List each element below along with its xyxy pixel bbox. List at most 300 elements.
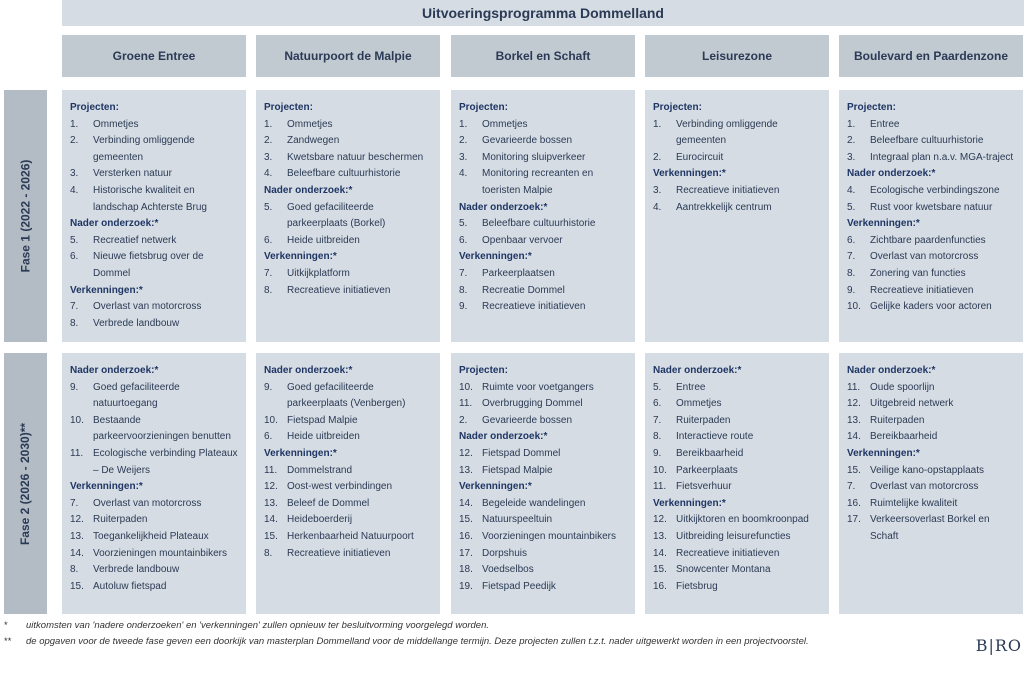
item-text: Ruiterpaden — [676, 414, 731, 426]
item-number: 12. — [653, 514, 667, 526]
item-number: 3. — [653, 184, 662, 196]
item-number: 9. — [847, 284, 856, 296]
item-number: 6. — [847, 234, 856, 246]
list-item — [847, 299, 1015, 316]
list-item — [459, 166, 627, 199]
list-item — [653, 546, 821, 563]
item-number: 13. — [653, 530, 667, 542]
item-text: Ecologische verbinding Plateaux – De Weijers — [93, 447, 238, 476]
item-number: 5. — [70, 234, 79, 246]
item-number: 7. — [653, 414, 662, 426]
list-item — [847, 117, 1015, 134]
list-item — [70, 579, 238, 596]
list-item — [459, 562, 627, 579]
column-header-borkel-en-schaft: Borkel en Schaft — [451, 35, 635, 77]
cell-phase1-natuurpoort-de-malpie — [256, 90, 440, 342]
list-item — [264, 546, 432, 563]
bro-logo: B|RO — [975, 636, 1022, 655]
list-item — [847, 380, 1015, 397]
list-item — [459, 233, 627, 250]
list-item — [653, 446, 821, 463]
item-number: 4. — [653, 201, 662, 213]
section-heading: Nader onderzoek:* — [70, 365, 159, 376]
list-item — [653, 529, 821, 546]
item-number: 9. — [459, 301, 468, 313]
section-heading: Projecten: — [70, 102, 119, 113]
phase-label-2 — [4, 353, 47, 614]
item-number: 1. — [264, 118, 273, 130]
item-text: Veilige kano-opstapplaats — [870, 464, 984, 476]
item-number: 18. — [459, 564, 473, 576]
item-text: Recreatieve initiatieven — [676, 184, 780, 196]
column-header-natuurpoort-de-malpie: Natuurpoort de Malpie — [256, 35, 440, 77]
list-item — [264, 166, 432, 183]
item-number: 9. — [653, 447, 662, 459]
list-item — [847, 463, 1015, 480]
list-item — [459, 546, 627, 563]
list-item — [847, 200, 1015, 217]
item-number: 2. — [459, 414, 468, 426]
item-text: Overbrugging Dommel — [482, 398, 583, 410]
section-heading: Verkenningen:* — [70, 481, 143, 493]
list-item — [70, 183, 238, 216]
list-item — [264, 150, 432, 167]
item-number: 6. — [459, 234, 468, 246]
item-text: Integraal plan n.a.v. MGA-traject — [870, 151, 1014, 163]
item-text: Ommetjes — [287, 118, 333, 130]
list-item — [847, 150, 1015, 167]
item-text: Dorpshuis — [482, 547, 528, 559]
item-text: Gevarieerde bossen — [482, 135, 573, 147]
phase-label-text: Fase 2 (2026 - 2030)** — [18, 422, 33, 545]
section-heading: Nader onderzoek:* — [264, 184, 353, 196]
list-item — [653, 479, 821, 496]
list-item — [459, 133, 627, 150]
item-text: Fietspad Dommel — [482, 447, 561, 459]
item-text: Begeleide wandelingen — [482, 497, 586, 509]
item-text: Fietspad Peedijk — [482, 580, 556, 592]
list-item — [264, 479, 432, 496]
item-number: 14. — [264, 514, 278, 526]
item-number: 13. — [70, 530, 84, 542]
item-number: 11. — [70, 447, 84, 459]
item-text: Ecologische verbindingszone — [870, 184, 1000, 196]
list-item — [70, 562, 238, 579]
list-item — [459, 117, 627, 134]
column-header-groene-entree: Groene Entree — [62, 35, 246, 77]
item-text: Openbaar vervoer — [482, 234, 563, 246]
section-heading: Projecten: — [264, 102, 313, 113]
item-number: 7. — [847, 481, 856, 493]
list-item — [70, 496, 238, 513]
list-item — [264, 512, 432, 529]
list-item — [653, 413, 821, 430]
item-number: 15. — [264, 530, 278, 542]
list-item — [264, 133, 432, 150]
item-number: 13. — [264, 497, 278, 509]
list-item — [264, 529, 432, 546]
list-item — [847, 133, 1015, 150]
item-text: Fietsbrug — [676, 580, 718, 592]
item-text: Overlast van motorcross — [93, 301, 202, 313]
list-item — [459, 380, 627, 397]
item-number: 16. — [847, 497, 861, 509]
cell-phase1-boulevard-en-paardenzone — [839, 90, 1023, 342]
item-text: Gelijke kaders voor actoren — [870, 301, 992, 313]
item-text: Zichtbare paardenfuncties — [870, 234, 986, 246]
cell-phase1-borkel-en-schaft — [451, 90, 635, 342]
item-text: Voedselbos — [482, 564, 534, 576]
item-text: Ommetjes — [482, 118, 528, 130]
item-number: 1. — [70, 118, 79, 130]
item-number: 2. — [264, 135, 273, 147]
item-number: 14. — [653, 547, 667, 559]
item-text: Fietspad Malpie — [482, 464, 553, 476]
page-header — [62, 0, 1024, 26]
item-number: 2. — [847, 135, 856, 147]
list-item — [459, 396, 627, 413]
list-item — [653, 117, 821, 150]
list-item — [70, 512, 238, 529]
list-item — [459, 299, 627, 316]
section-heading: Verkenningen:* — [847, 447, 920, 459]
list-item — [653, 512, 821, 529]
item-text: Rust voor kwetsbare natuur — [870, 201, 993, 213]
item-number: 10. — [653, 464, 667, 476]
footnote-text: de opgaven voor de tweede fase geven een doorkijk van masterplan Dommelland voor de middellange termijn. Deze projecten zullen t.z.t. nader uitgewerkt worden in een projectvoorstel. — [26, 636, 809, 647]
item-number: 10. — [264, 414, 278, 426]
item-text: Goed gefaciliteerde natuurtoegang — [93, 381, 180, 410]
footnote-2 — [4, 634, 944, 650]
list-item — [459, 413, 627, 430]
item-number: 3. — [264, 151, 273, 163]
list-item — [459, 150, 627, 167]
item-text: Aantrekkelijk centrum — [676, 201, 772, 213]
list-item — [70, 546, 238, 563]
item-number: 5. — [264, 201, 273, 213]
cell-phase2-borkel-en-schaft — [451, 353, 635, 614]
item-number: 8. — [653, 431, 662, 443]
item-text: Overlast van motorcross — [870, 481, 979, 493]
list-item — [70, 380, 238, 413]
list-item — [264, 463, 432, 480]
phase-label-text: Fase 1 (2022 - 2026) — [18, 159, 33, 273]
list-item — [459, 463, 627, 480]
list-item — [70, 316, 238, 333]
list-item — [459, 529, 627, 546]
item-number: 17. — [459, 547, 473, 559]
footnote-mark: * — [4, 620, 8, 631]
section-heading: Verkenningen:* — [264, 447, 337, 459]
column-header-leisurezone: Leisurezone — [645, 35, 829, 77]
item-text: Ruiterpaden — [93, 514, 148, 526]
list-item — [847, 413, 1015, 430]
item-text: Recreatie Dommel — [482, 284, 565, 296]
item-text: Recreatief netwerk — [93, 234, 177, 246]
list-item — [264, 200, 432, 233]
item-number: 5. — [459, 218, 468, 230]
item-number: 8. — [70, 564, 79, 576]
section-heading: Nader onderzoek:* — [70, 218, 159, 230]
item-text: Gevarieerde bossen — [482, 414, 573, 426]
item-text: Verbrede landbouw — [93, 564, 180, 576]
item-number: 2. — [459, 135, 468, 147]
item-number: 10. — [847, 301, 861, 313]
item-number: 4. — [847, 184, 856, 196]
list-item — [847, 396, 1015, 413]
list-item — [847, 233, 1015, 250]
item-number: 5. — [847, 201, 856, 213]
item-number: 4. — [70, 184, 79, 196]
item-number: 14. — [70, 547, 84, 559]
item-text: Eurocircuit — [676, 151, 724, 163]
item-text: Heide uitbreiden — [287, 431, 360, 443]
item-number: 16. — [653, 580, 667, 592]
column-header-boulevard-en-paardenzone: Boulevard en Paardenzone — [839, 35, 1023, 77]
cell-phase1-groene-entree — [62, 90, 246, 342]
item-number: 15. — [70, 580, 84, 592]
item-number: 12. — [264, 481, 278, 493]
item-text: Zandwegen — [287, 135, 340, 147]
phase-label-1 — [4, 90, 47, 342]
item-text: Beleefbare cultuurhistorie — [287, 168, 401, 180]
cell-phase2-boulevard-en-paardenzone — [839, 353, 1023, 614]
item-number: 6. — [264, 431, 273, 443]
item-number: 8. — [264, 547, 273, 559]
list-item — [459, 283, 627, 300]
item-text: Toegankelijkheid Plateaux — [93, 530, 209, 542]
item-text: Snowcenter Montana — [676, 564, 771, 576]
item-text: Goed gefaciliteerde parkeerplaats (Borkel) — [287, 201, 386, 230]
section-heading: Nader onderzoek:* — [847, 365, 936, 376]
item-number: 4. — [459, 168, 468, 180]
item-text: Recreatieve initiatieven — [870, 284, 974, 296]
list-item — [70, 117, 238, 134]
item-text: Beleef de Dommel — [287, 497, 370, 509]
list-item — [70, 249, 238, 282]
item-number: 8. — [847, 267, 856, 279]
list-item — [70, 233, 238, 250]
list-item — [70, 166, 238, 183]
list-item — [459, 266, 627, 283]
item-number: 9. — [264, 381, 273, 393]
cell-phase2-groene-entree — [62, 353, 246, 614]
section-heading: Verkenningen:* — [847, 218, 920, 230]
list-item — [653, 579, 821, 596]
list-item — [847, 266, 1015, 283]
item-number: 11. — [847, 381, 861, 393]
item-number: 6. — [70, 251, 79, 263]
list-item — [653, 200, 821, 217]
item-number: 10. — [70, 414, 84, 426]
item-text: Voorzieningen mountainbikers — [482, 530, 616, 542]
item-text: Monitoring sluipverkeer — [482, 151, 586, 163]
item-number: 7. — [459, 267, 468, 279]
item-number: 16. — [459, 530, 473, 542]
section-heading: Verkenningen:* — [653, 168, 726, 180]
list-item — [70, 446, 238, 479]
list-item — [264, 233, 432, 250]
section-heading: Nader onderzoek:* — [653, 365, 742, 376]
item-text: Autoluw fietspad — [93, 580, 167, 592]
item-number: 3. — [459, 151, 468, 163]
item-text: Uitbreiding leisurefuncties — [676, 530, 791, 542]
item-text: Recreatieve initiatieven — [676, 547, 780, 559]
item-text: Heide uitbreiden — [287, 234, 360, 246]
item-text: Ruimtelijke kwaliteit — [870, 497, 958, 509]
list-item — [847, 429, 1015, 446]
list-item — [653, 396, 821, 413]
item-text: Historische kwaliteit en landschap Achterste Brug — [93, 184, 207, 213]
list-item — [847, 512, 1015, 545]
item-text: Ommetjes — [676, 398, 722, 410]
cell-phase1-leisurezone — [645, 90, 829, 342]
item-text: Interactieve route — [676, 431, 754, 443]
item-text: Verbrede landbouw — [93, 317, 180, 329]
item-text: Uitkijkplatform — [287, 267, 350, 279]
list-item — [264, 413, 432, 430]
section-heading: Verkenningen:* — [264, 251, 337, 263]
item-text: Oude spoorlijn — [870, 381, 935, 393]
section-heading: Verkenningen:* — [653, 497, 726, 509]
footnote-1 — [4, 618, 944, 634]
list-item — [264, 266, 432, 283]
item-number: 12. — [459, 447, 473, 459]
item-text: Overlast van motorcross — [93, 497, 202, 509]
section-heading: Nader onderzoek:* — [459, 431, 548, 443]
item-number: 6. — [653, 398, 662, 410]
cell-phase2-leisurezone — [645, 353, 829, 614]
item-number: 11. — [459, 398, 473, 410]
page-title: Uitvoeringsprogramma Dommelland — [422, 5, 664, 21]
list-item — [459, 446, 627, 463]
item-number: 14. — [459, 497, 473, 509]
item-number: 3. — [847, 151, 856, 163]
list-item — [264, 496, 432, 513]
item-number: 7. — [264, 267, 273, 279]
item-number: 1. — [847, 118, 856, 130]
item-text: Verkeersoverlast Borkel en Schaft — [870, 514, 990, 542]
item-number: 11. — [653, 481, 667, 493]
item-text: Heideboerderij — [287, 514, 353, 526]
item-number: 6. — [264, 234, 273, 246]
item-text: Bereikbaarheid — [676, 447, 744, 459]
footnote-mark: ** — [4, 636, 12, 647]
section-heading: Projecten: — [459, 365, 508, 376]
section-heading: Verkenningen:* — [459, 251, 532, 263]
item-text: Fietsverhuur — [676, 481, 732, 493]
item-number: 8. — [264, 284, 273, 296]
item-text: Bestaande parkeervoorzieningen benutten — [93, 414, 231, 443]
item-number: 12. — [847, 398, 861, 410]
section-heading: Projecten: — [847, 102, 896, 113]
list-item — [459, 512, 627, 529]
list-item — [847, 496, 1015, 513]
list-item — [264, 429, 432, 446]
list-item — [653, 183, 821, 200]
item-text: Beleefbare cultuurhistorie — [482, 218, 596, 230]
item-text: Kwetsbare natuur beschermen — [287, 151, 424, 163]
item-text: Recreatieve initiatieven — [287, 284, 391, 296]
item-text: Entree — [870, 118, 900, 130]
item-number: 1. — [653, 118, 662, 130]
item-text: Natuurspeeltuin — [482, 514, 553, 526]
item-text: Bereikbaarheid — [870, 431, 938, 443]
list-item — [653, 380, 821, 397]
item-number: 7. — [70, 497, 79, 509]
item-text: Monitoring recreanten en toeristen Malpie — [482, 168, 594, 196]
item-number: 8. — [70, 317, 79, 329]
list-item — [653, 429, 821, 446]
item-text: Goed gefaciliteerde parkeerplaats (Venbergen) — [287, 381, 406, 410]
section-heading: Verkenningen:* — [70, 284, 143, 296]
list-item — [653, 150, 821, 167]
item-number: 14. — [847, 431, 861, 443]
list-item — [264, 117, 432, 134]
item-number: 4. — [264, 168, 273, 180]
list-item — [847, 249, 1015, 266]
list-item — [653, 562, 821, 579]
item-number: 7. — [70, 301, 79, 313]
item-number: 10. — [459, 381, 473, 393]
list-item — [70, 299, 238, 316]
list-item — [847, 283, 1015, 300]
list-item — [847, 183, 1015, 200]
item-number: 15. — [847, 464, 861, 476]
item-number: 7. — [847, 251, 856, 263]
item-number: 13. — [459, 464, 473, 476]
list-item — [459, 496, 627, 513]
item-text: Versterken natuur — [93, 168, 172, 180]
cell-phase2-natuurpoort-de-malpie — [256, 353, 440, 614]
item-text: Ruiterpaden — [870, 414, 925, 426]
item-text: Verbinding omliggende gemeenten — [676, 118, 778, 147]
item-number: 3. — [70, 168, 79, 180]
item-text: Recreatieve initiatieven — [482, 301, 586, 313]
item-number: 5. — [653, 381, 662, 393]
item-text: Parkeerplaatsen — [482, 267, 555, 279]
list-item — [70, 529, 238, 546]
item-number: 17. — [847, 514, 861, 526]
footnotes — [4, 618, 944, 650]
list-item — [459, 216, 627, 233]
item-text: Uitkijktoren en boomkroonpad — [676, 514, 809, 526]
section-heading: Projecten: — [653, 102, 702, 113]
item-text: Entree — [676, 381, 706, 393]
list-item — [264, 380, 432, 413]
item-text: Uitgebreid netwerk — [870, 398, 954, 410]
list-item — [264, 283, 432, 300]
item-text: Dommelstrand — [287, 464, 353, 476]
item-text: Overlast van motorcross — [870, 251, 979, 263]
footnote-text: uitkomsten van 'nadere onderzoeken' en 'verkenningen' zullen opnieuw ter besluitvorming voorgelegd worden. — [26, 620, 490, 631]
section-heading: Verkenningen:* — [459, 481, 532, 493]
list-item — [459, 579, 627, 596]
item-number: 2. — [70, 135, 79, 147]
item-number: 12. — [70, 514, 84, 526]
item-number: 15. — [459, 514, 473, 526]
list-item — [70, 413, 238, 446]
item-number: 15. — [653, 564, 667, 576]
section-heading: Nader onderzoek:* — [459, 201, 548, 213]
section-heading: Projecten: — [459, 102, 508, 113]
item-text: Fietspad Malpie — [287, 414, 358, 426]
item-number: 11. — [264, 464, 278, 476]
item-text: Voorzieningen mountainbikers — [93, 547, 227, 559]
item-number: 1. — [459, 118, 468, 130]
item-number: 2. — [653, 151, 662, 163]
section-heading: Nader onderzoek:* — [847, 168, 936, 180]
